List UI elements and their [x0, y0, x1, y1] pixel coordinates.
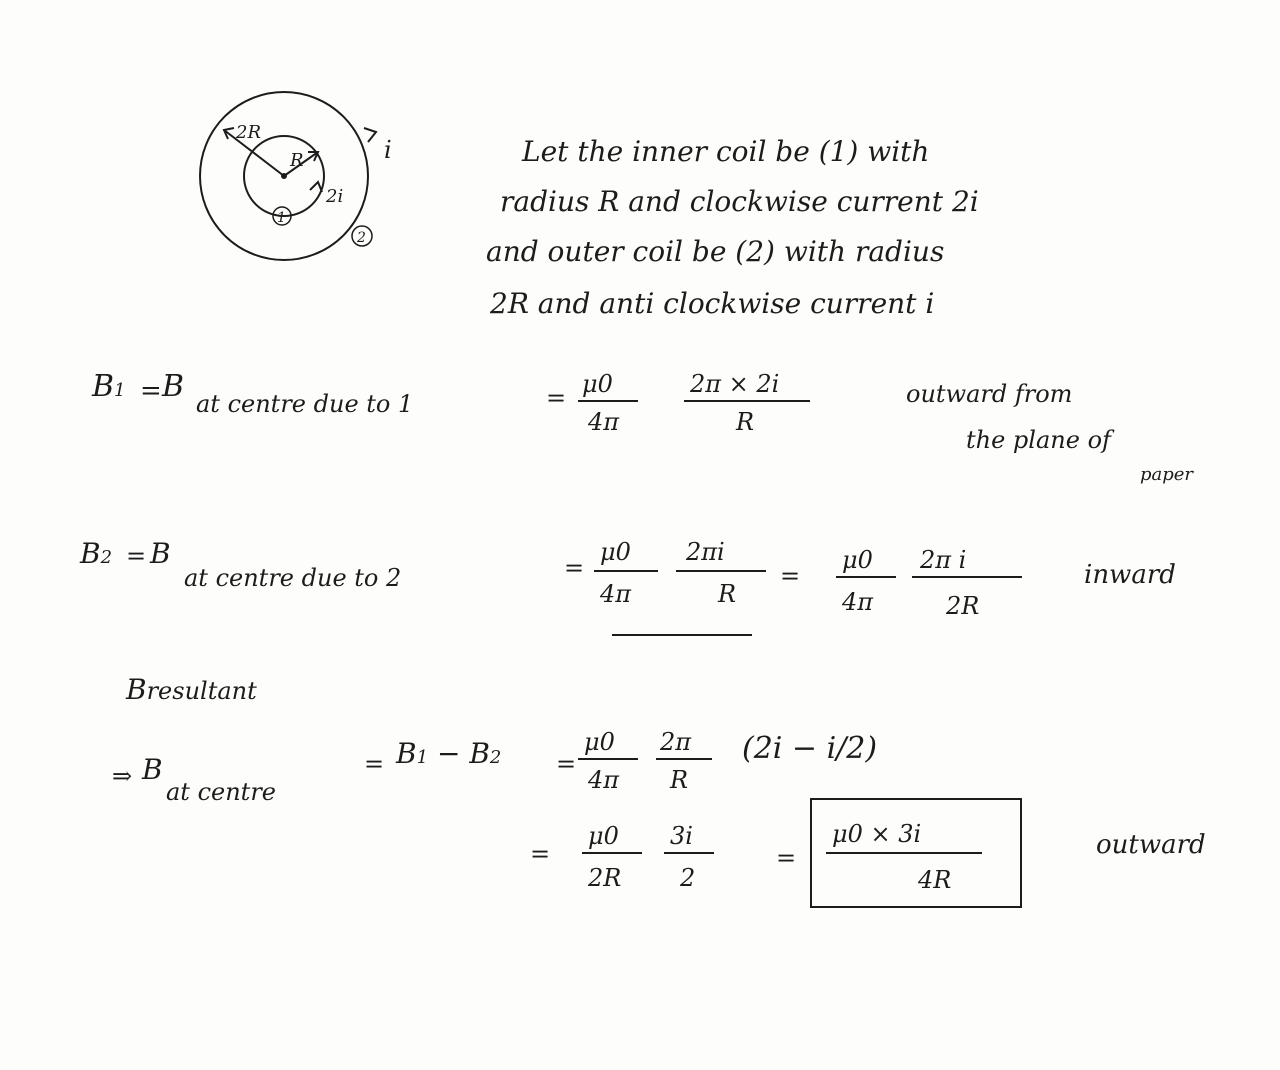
resultant-eq: = [364, 750, 385, 778]
final-answer-bar [826, 852, 982, 854]
resultant-paren: (2i − i/2) [742, 731, 878, 766]
b1-num1: μ0 [582, 370, 613, 398]
resultant-num4: 3i [670, 822, 693, 850]
final-answer-num: μ0 × 3i [832, 820, 922, 848]
b2-b-sub: at centre due to 2 [184, 564, 402, 592]
resultant-b-sub: at centre [166, 778, 277, 806]
b1-lhs: B1 [92, 369, 126, 404]
b2-lhs: B2 [80, 537, 113, 570]
label-2R: 2R [236, 122, 262, 143]
resultant-diff: B1 − B2 [396, 737, 502, 770]
resultant-den1: 4π [588, 766, 620, 794]
resultant-heading: Bresultant [126, 673, 257, 706]
coils-diagram [0, 0, 420, 270]
b2-frac1-bar [594, 570, 658, 572]
b2-num3: μ0 [842, 546, 873, 574]
label-coil2: 2 [357, 230, 366, 246]
b2-den2: R [718, 580, 737, 608]
resultant-direction: outward [1096, 830, 1206, 860]
b2-frac4-bar [912, 576, 1022, 578]
intro-line-2: radius R and clockwise current 2i [500, 185, 979, 218]
b2-b: B [150, 537, 171, 570]
resultant-num3: μ0 [588, 822, 619, 850]
b1-eq: = [140, 376, 162, 406]
outer-current-arrow-icon [364, 128, 376, 142]
b2-frac3-bar [836, 576, 896, 578]
b1-den1: 4π [588, 408, 620, 436]
b1-dir-3: paper [1140, 464, 1194, 485]
intro-line-3: and outer coil be (2) with radius [486, 235, 945, 268]
b1-dir-2: the plane of [966, 426, 1111, 454]
b2-eq: = [126, 542, 147, 570]
resultant-eq4: = [776, 844, 797, 872]
b1-frac2-bar [684, 400, 810, 402]
b2-den1: 4π [600, 580, 632, 608]
b2-num2: 2πi [686, 538, 725, 566]
resultant-den3: 2R [588, 864, 622, 892]
intro-line-1: Let the inner coil be (1) with [522, 135, 930, 168]
b2-direction: inward [1084, 560, 1176, 590]
resultant-num2: 2π [660, 728, 692, 756]
b1-b: B [162, 369, 185, 404]
b2-den3: 4π [842, 588, 874, 616]
b1-b-sub: at centre due to 1 [196, 390, 414, 418]
label-2i: 2i [326, 186, 344, 207]
b1-eq2: = [546, 384, 567, 412]
resultant-arrow: ⇒ [112, 762, 133, 790]
b2-num4: 2π i [920, 546, 967, 574]
b1-frac1-bar [578, 400, 638, 402]
resultant-num1: μ0 [584, 728, 615, 756]
b2-num1: μ0 [600, 538, 631, 566]
resultant-den4: 2 [680, 864, 696, 892]
b2-den4: 2R [946, 592, 980, 620]
b1-den2: R [736, 408, 755, 436]
b2-eq3: = [780, 562, 801, 590]
b2-frac2-bar [676, 570, 766, 572]
resultant-frac1-bar [578, 758, 638, 760]
intro-line-4: 2R and anti clockwise current i [490, 287, 935, 320]
resultant-den2: R [670, 766, 689, 794]
label-i: i [384, 136, 392, 164]
label-coil1: 1 [277, 210, 286, 226]
label-R: R [290, 150, 304, 171]
resultant-frac2-bar [656, 758, 712, 760]
b2-underline [612, 634, 752, 636]
inner-current-arrow-icon [310, 182, 322, 192]
resultant-b: B [142, 753, 163, 786]
final-answer-den: 4R [918, 866, 952, 894]
resultant-eq3: = [530, 840, 551, 868]
b1-dir-1: outward from [906, 380, 1073, 408]
b1-num2: 2π × 2i [690, 370, 780, 398]
resultant-eq2: = [556, 750, 577, 778]
resultant-frac4-bar [664, 852, 714, 854]
b2-eq2: = [564, 554, 585, 582]
resultant-frac3-bar [582, 852, 642, 854]
